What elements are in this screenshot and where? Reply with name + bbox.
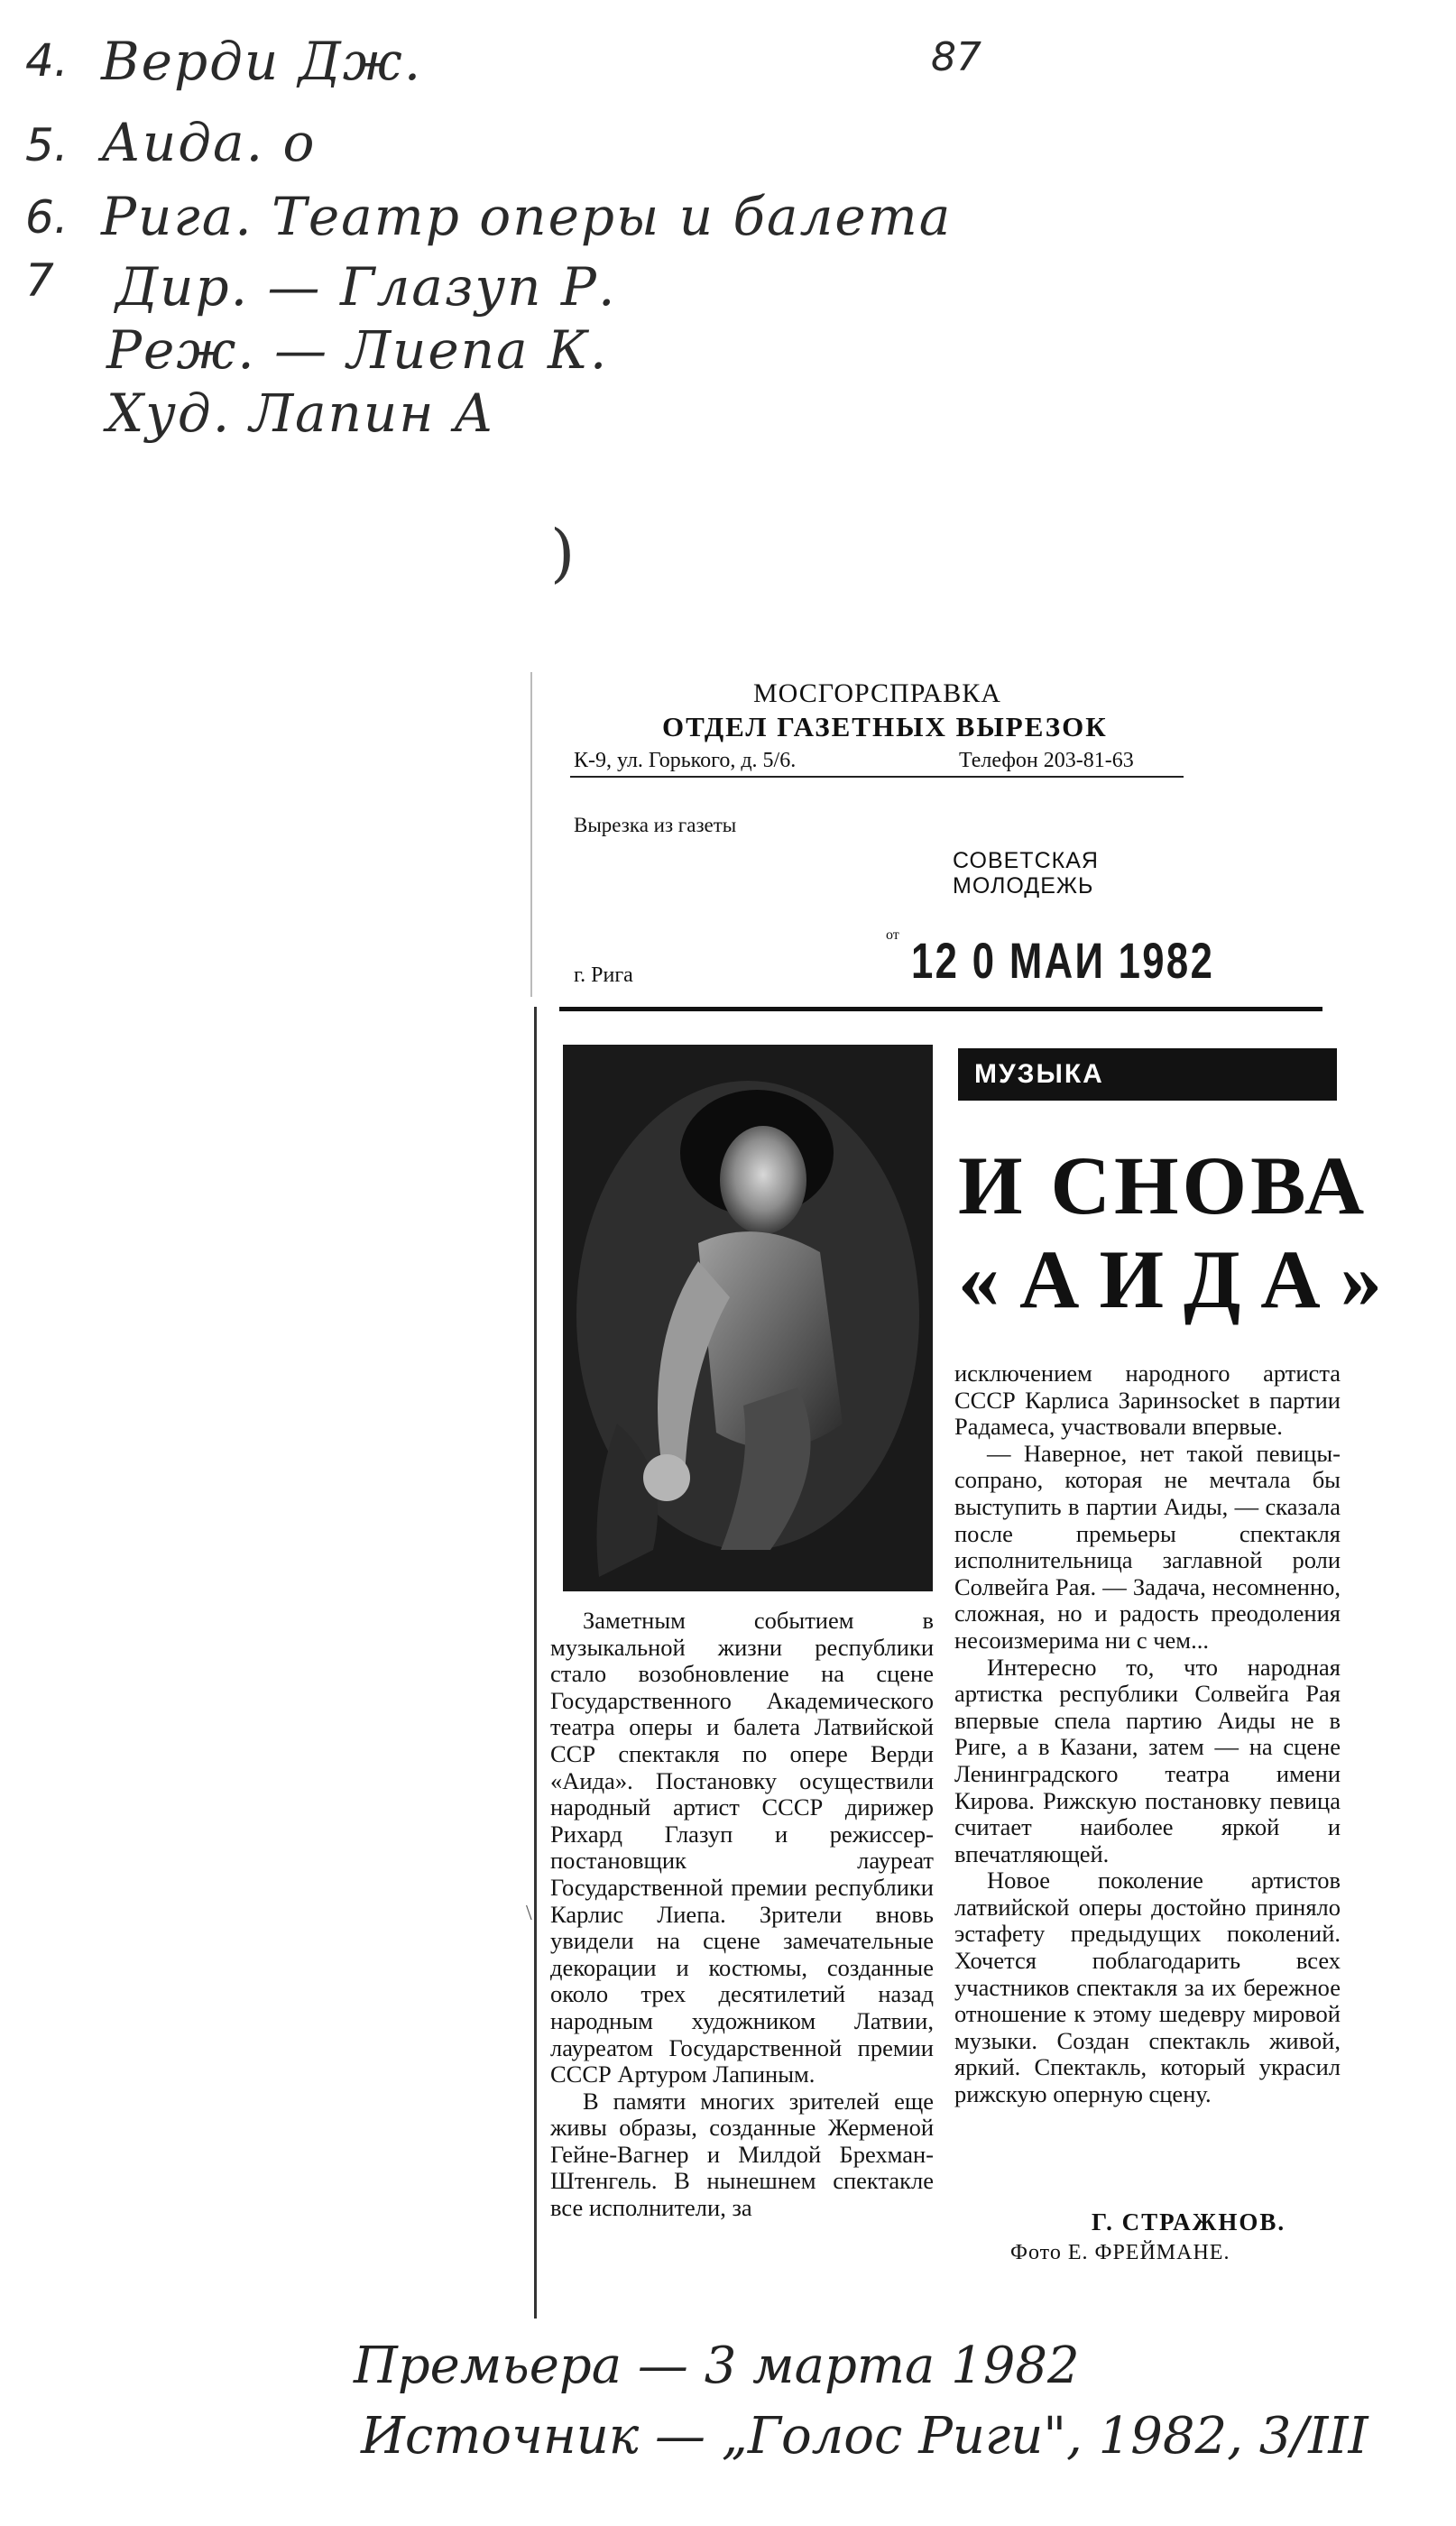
- city-label: г. Рига: [574, 963, 633, 987]
- page-number: 87: [931, 34, 981, 80]
- bureau-department: ОТДЕЛ ГАЗЕТНЫХ ВЫРЕЗОК: [662, 711, 1108, 742]
- photo-credit: Фото Е. ФРЕЙМАНЕ.: [1010, 2241, 1230, 2264]
- date-from-label: от: [886, 927, 899, 943]
- paragraph: Новое поколение артистов латвийской оперы достойно приняло эстафету предыдущих поколений. Хочется поблагодарить всех участников спектакля за их бережное отношение к этому шедевру мировой музыки. Создан спектакль живой, яркий. Спектакль, который украсил рижскую оперную сцену.: [954, 1867, 1341, 2108]
- paragraph: Интересно то, что народная артистка республики Солвейга Рая впервые спела партию Аиды не в Риге, а в Казани, затем — на сцене Ленинградского театра имени Кирова. Рижскую постановку певица считает наиболее яркой и впечатляющей.: [954, 1653, 1341, 1867]
- singer-photo-icon: [563, 1045, 933, 1591]
- headline-line1: И СНОВА: [958, 1139, 1368, 1231]
- article-column-1: [550, 1608, 934, 2222]
- note-line-4: Дир. — Глазуп Р.: [115, 256, 617, 318]
- paragraph: В памяти многих зрителей еще живы образы, созданные Жерменой Гейне-Вагнер и Милдой Брехман-Штенгель. В нынешнем спектакле все исполнители, за: [550, 2087, 934, 2222]
- article-author: Г. СТРАЖНОВ.: [1092, 2208, 1286, 2236]
- rubric-label: МУЗЫКА: [958, 1048, 1337, 1101]
- article-photo: [563, 1045, 933, 1591]
- newspaper-name-line1: СОВЕТСКАЯ: [953, 848, 1099, 873]
- note-line-5: Реж. — Лиепа К.: [106, 319, 609, 381]
- paragraph: исключением народного артиста СССР Карлиса Заринsocket в партии Радамеса, участвовали впервые.: [954, 1360, 1341, 1441]
- note-line-6: Худ. Лапин А: [106, 383, 495, 444]
- article-headline: [958, 1139, 1402, 1326]
- clip-from-label: Вырезка из газеты: [574, 814, 737, 836]
- article-column-2: [954, 1360, 1341, 2108]
- clipping-top-rule: [559, 1007, 1322, 1011]
- clipping-left-border: [534, 1007, 537, 2319]
- paren-mark: ): [550, 516, 576, 590]
- note-line-3: Рига. Театр оперы и балета: [101, 186, 953, 247]
- bureau-phone: Телефон 203-81-63: [959, 749, 1134, 772]
- premiere-note: Премьера — 3 марта 1982: [354, 2337, 1080, 2395]
- bureau-name: МОСГОРСПРАВКА: [753, 678, 1001, 708]
- date-stamp: 12 0 МАИ 1982: [911, 932, 1215, 989]
- headline-line2: «АИДА»: [958, 1233, 1402, 1325]
- paragraph: — Наверное, нет такой певицы-сопрано, которая не мечтала бы выступить в партии Аиды, — сказала после премьеры спектакля исполнительница заглавной роли Солвейга Рая. — Задача, несомненно, сложная, но и радость преодоления несоизмерима ни с чем...: [954, 1439, 1341, 1654]
- note-num-4: 7: [25, 254, 54, 307]
- note-line-2: Аида. о: [101, 112, 317, 173]
- newspaper-name: [953, 848, 1099, 899]
- newspaper-name-line2: МОЛОДЕЖЬ: [953, 873, 1094, 899]
- header-left-border: [530, 672, 532, 997]
- header-rule: [570, 776, 1184, 778]
- margin-mark: \: [526, 1902, 532, 1925]
- note-num-3: 6.: [25, 191, 69, 244]
- note-num-1: 4.: [25, 34, 69, 87]
- note-line-1: Верди Дж.: [101, 31, 423, 92]
- note-num-2: 5.: [25, 119, 69, 171]
- bureau-address: К-9, ул. Горького, д. 5/6.: [574, 749, 797, 772]
- paragraph: Заметным событием в музыкальной жизни республики стало возобновление на сцене Государственного Академического театра оперы и балета Латвийской ССР спектакля по опере Верди «Аида». Постановку осуществили народный артист СССР дирижер Рихард Глазуп и режиссер-постановщик лауреат Государственной премии республики Карлис Лиепа. Зрители вновь увидели на сцене замечательные декорации и костюмы, созданные около трех десятилетий назад народным художником Латвии, лауреатом Государственной премии СССР Артуром Лапиным.: [550, 1607, 934, 2088]
- source-note: Источник — „Голос Риги", 1982, 3/III: [361, 2407, 1368, 2466]
